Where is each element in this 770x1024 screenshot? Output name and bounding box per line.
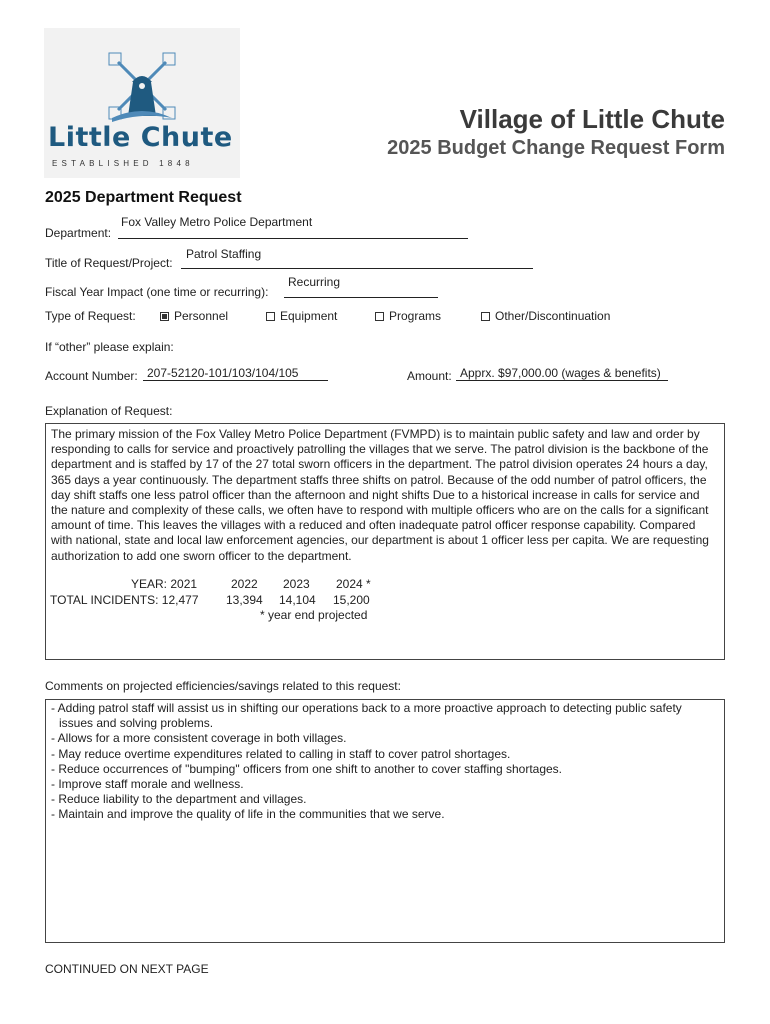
other-explain-label: If “other” please explain:: [45, 340, 174, 354]
year-2022: 2022: [231, 577, 258, 591]
village-logo-windmill: [44, 28, 240, 178]
title-of-request-field[interactable]: Patrol Staffing: [186, 247, 262, 261]
programs-label: Programs: [389, 309, 442, 323]
option-personnel[interactable]: [160, 309, 228, 323]
account-number-line: [143, 380, 328, 381]
option-other[interactable]: [481, 309, 610, 323]
department-line: [118, 238, 468, 239]
option-programs[interactable]: [375, 309, 441, 323]
projection-note: * year end projected: [260, 608, 368, 622]
equipment-label: Equipment: [280, 309, 338, 323]
explanation-text: The primary mission of the Fox Valley Metro Police Department (FVMPD) is to maintain public safety and law and order by responding to calls for service and proactively patrolling the villages that we serve. The patrol division is the backbone of the department and is staffed by 17 of the 27 total sworn officers in the department. The patrol division operates 24 hours a day, 365 days a year continuously. The department staffs three shifts on patrol. Because of the odd number of patrol officers, the day shift staffs one less patrol officer than the afternoon and night shifts Due to a historical increase in calls for service and the nature and complexity of these calls, we often have to respond with multiple officers who are on the calls for a significant amount of time. This leaves the villages with a reduced and often inadequate patrol officer response capability. Compared with national, state and local law enforcement agencies, our department is about 1 officer less per capita. We are requesting authorization to add one sworn officer to the department.: [51, 427, 709, 563]
explanation-box[interactable]: [45, 423, 725, 660]
logo-name: Little Chute: [48, 122, 233, 153]
list-item: - Maintain and improve the quality of life in the communities that we serve.: [51, 807, 445, 822]
page-title: Village of Little Chute: [459, 104, 725, 134]
title-of-request-line: [181, 268, 533, 269]
amount-field[interactable]: Apprx. $97,000.00 (wages & benefits): [460, 366, 661, 380]
amount-line: [456, 380, 668, 381]
fiscal-impact-line: [284, 297, 438, 298]
option-equipment[interactable]: [266, 309, 337, 323]
logo-established: ESTABLISHED 1848: [52, 159, 194, 168]
list-item: - Improve staff morale and wellness.: [51, 777, 244, 792]
year-label: YEAR: 2021: [131, 577, 198, 591]
list-item: - May reduce overtime expenditures related to calling in staff to cover patrol shortages.: [51, 746, 511, 761]
title-of-request-label: Title of Request/Project:: [45, 256, 173, 270]
section-title: 2025 Department Request: [45, 189, 242, 206]
incidents-2024: 15,200: [333, 593, 370, 607]
incidents-2023: 14,104: [279, 593, 316, 607]
equipment-checkbox[interactable]: [266, 312, 275, 321]
incidents-label: TOTAL INCIDENTS: 12,477: [50, 593, 199, 607]
explanation-label: Explanation of Request:: [45, 404, 173, 418]
incidents-table: [46, 424, 724, 659]
department-field[interactable]: Fox Valley Metro Police Department: [121, 215, 313, 229]
personnel-label: Personnel: [174, 309, 229, 323]
fiscal-impact-field[interactable]: Recurring: [288, 275, 341, 289]
comments-label: Comments on projected efficiencies/savings related to this request:: [45, 679, 401, 693]
year-2024: 2024 *: [336, 577, 371, 591]
programs-checkbox[interactable]: [375, 312, 384, 321]
account-number-label: Account Number:: [45, 369, 138, 383]
amount-label: Amount:: [407, 369, 452, 383]
type-of-request-label: Type of Request:: [45, 309, 136, 323]
department-label: Department:: [45, 226, 112, 240]
personnel-checkbox[interactable]: [160, 312, 169, 321]
continued-footer: CONTINUED ON NEXT PAGE: [45, 962, 209, 976]
other-label: Other/Discontinuation: [495, 309, 611, 323]
comments-list: [46, 700, 724, 823]
comments-box[interactable]: [45, 699, 725, 943]
year-2023: 2023: [283, 577, 310, 591]
other-checkbox[interactable]: [481, 312, 490, 321]
list-item: - Allows for a more consistent coverage in both villages.: [51, 731, 347, 746]
fiscal-impact-label: Fiscal Year Impact (one time or recurring):: [45, 285, 269, 299]
list-item: - Reduce liability to the department and villages.: [51, 792, 307, 807]
incidents-2022: 13,394: [226, 593, 263, 607]
account-number-field[interactable]: 207-52120-101/103/104/105: [147, 366, 299, 380]
list-item: - Adding patrol staff will assist us in shifting our operations back to a more proactive approach to detecting public safety issues and solving problems.: [51, 701, 682, 731]
list-item: - Reduce occurrences of "bumping" officers from one shift to another to cover staffing shortages.: [51, 761, 563, 776]
page-subtitle: 2025 Budget Change Request Form: [387, 137, 725, 159]
